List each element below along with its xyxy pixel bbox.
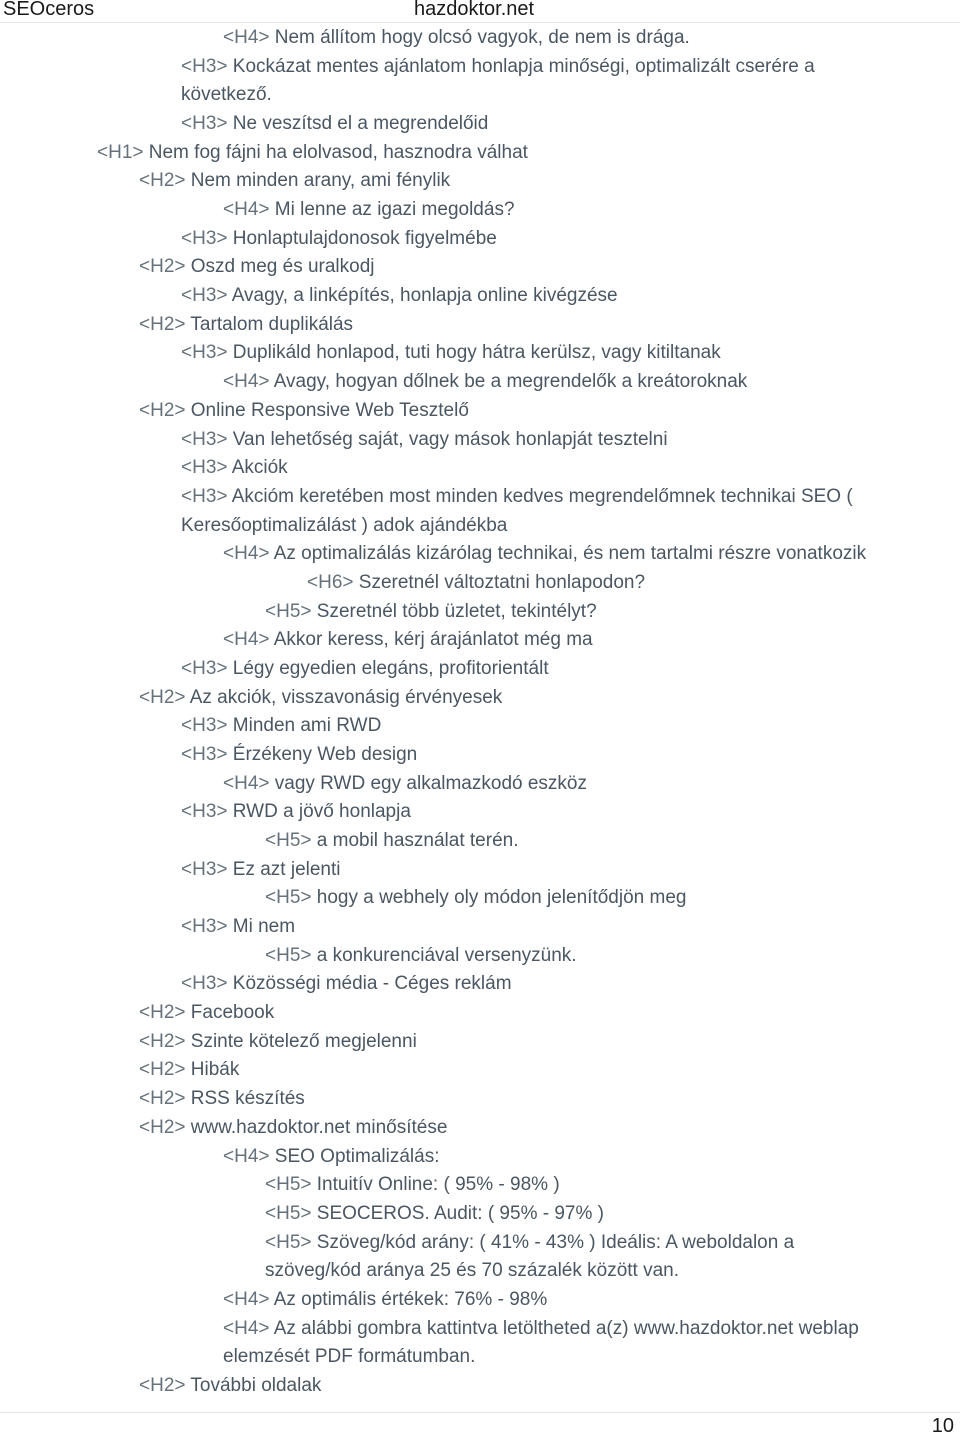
heading-level-tag: <H4> xyxy=(223,1318,270,1339)
outline-line xyxy=(265,829,519,853)
heading-text: Facebook xyxy=(190,1002,275,1023)
heading-level-tag: <H3> xyxy=(181,744,228,765)
outline-line xyxy=(139,399,469,423)
heading-text: Van lehetőség saját, vagy mások honlapját tesztelni xyxy=(232,429,668,450)
heading-text: Oszd meg és uralkodj xyxy=(190,256,375,277)
heading-level-tag: <H5> xyxy=(265,1203,312,1224)
outline-line xyxy=(223,1345,475,1369)
heading-level-tag: <H5> xyxy=(265,887,312,908)
heading-text: következő. xyxy=(181,84,272,105)
outline-line xyxy=(97,141,528,165)
outline-line xyxy=(139,169,450,193)
heading-level-tag: <H2> xyxy=(139,170,186,191)
heading-text: Nem állítom hogy olcsó vagyok, de nem is drága. xyxy=(274,27,690,48)
heading-text: RWD a jövő honlapja xyxy=(232,801,411,822)
heading-level-tag: <H4> xyxy=(223,1146,270,1167)
heading-text: Mi lenne az igazi megoldás? xyxy=(274,199,515,220)
heading-text: a konkurenciával versenyzünk. xyxy=(316,945,577,966)
heading-level-tag: <H5> xyxy=(265,830,312,851)
heading-level-tag: <H4> xyxy=(223,199,270,220)
heading-text: SEO Optimalizálás: xyxy=(274,1146,440,1167)
heading-level-tag: <H3> xyxy=(181,285,228,306)
heading-text: Az optimalizálás kizárólag technikai, és nem tartalmi részre vonatkozik xyxy=(273,543,867,564)
outline-line xyxy=(139,1374,321,1398)
heading-level-tag: <H3> xyxy=(181,486,228,507)
outline-line xyxy=(181,485,853,509)
header-site-name: SEOceros xyxy=(3,0,95,20)
outline-line xyxy=(181,514,507,538)
outline-line xyxy=(265,600,597,624)
heading-level-tag: <H2> xyxy=(139,1002,186,1023)
heading-level-tag: <H5> xyxy=(265,601,312,622)
heading-level-tag: <H4> xyxy=(223,773,270,794)
outline-line xyxy=(181,428,668,452)
heading-text: Online Responsive Web Tesztelő xyxy=(190,400,469,421)
outline-line xyxy=(265,1173,560,1197)
heading-text: Az akciók, visszavonásig érvényesek xyxy=(189,687,503,708)
heading-text: Légy egyedien elegáns, profitorientált xyxy=(232,658,549,679)
outline-line xyxy=(223,628,593,652)
outline-line xyxy=(139,313,353,337)
heading-text: Nem fog fájni ha elolvasod, hasznodra válhat xyxy=(148,142,528,163)
heading-text: További oldalak xyxy=(190,1375,322,1396)
heading-text: Szöveg/kód arány: ( 41% - 43% ) Ideális: A weboldalon a xyxy=(316,1232,795,1253)
heading-level-tag: <H5> xyxy=(265,945,312,966)
heading-text: Duplikáld honlapod, tuti hogy hátra kerülsz, vagy kitiltanak xyxy=(232,342,721,363)
heading-level-tag: <H4> xyxy=(223,629,270,650)
heading-text: Az optimális értékek: 76% - 98% xyxy=(273,1289,548,1310)
heading-text: elemzését PDF formátumban. xyxy=(223,1346,476,1367)
outline-line xyxy=(307,571,645,595)
heading-text: Érzékeny Web design xyxy=(232,744,418,765)
heading-level-tag: <H5> xyxy=(265,1174,312,1195)
outline-line xyxy=(181,972,512,996)
outline-line xyxy=(223,198,515,222)
outline-line xyxy=(139,1058,239,1082)
heading-level-tag: <H3> xyxy=(181,342,228,363)
outline-line xyxy=(181,800,411,824)
heading-level-tag: <H3> xyxy=(181,56,228,77)
outline-line xyxy=(181,714,381,738)
heading-level-tag: <H3> xyxy=(181,973,228,994)
heading-level-tag: <H3> xyxy=(181,658,228,679)
heading-level-tag: <H3> xyxy=(181,113,228,134)
heading-text: hogy a webhely oly módon jelenítődjön meg xyxy=(316,887,687,908)
outline-line xyxy=(139,1001,274,1025)
heading-level-tag: <H4> xyxy=(223,1289,270,1310)
heading-text: Szeretnél változtatni honlapodon? xyxy=(358,572,646,593)
heading-text: vagy RWD egy alkalmazkodó eszköz xyxy=(274,773,587,794)
outline-line xyxy=(265,1231,794,1255)
heading-level-tag: <H1> xyxy=(97,142,144,163)
outline-line xyxy=(223,26,690,50)
heading-text: Avagy, hogyan dőlnek be a megrendelők a kreátoroknak xyxy=(273,371,748,392)
heading-level-tag: <H3> xyxy=(181,429,228,450)
outline-line xyxy=(181,284,618,308)
heading-text: szöveg/kód aránya 25 és 70 százalék között van. xyxy=(265,1260,680,1281)
heading-level-tag: <H4> xyxy=(223,371,270,392)
heading-level-tag: <H3> xyxy=(181,228,228,249)
outline-line xyxy=(181,227,497,251)
heading-text: Tartalom duplikálás xyxy=(190,314,354,335)
outline-line xyxy=(265,944,577,968)
page-footer-rule xyxy=(0,1412,960,1413)
heading-level-tag: <H3> xyxy=(181,715,228,736)
heading-text: Ne veszítsd el a megrendelőid xyxy=(232,113,489,134)
heading-text: Mi nem xyxy=(232,916,296,937)
heading-text: www.hazdoktor.net minősítése xyxy=(190,1117,448,1138)
outline-line xyxy=(223,772,587,796)
outline-line xyxy=(181,858,341,882)
outline-line xyxy=(223,370,747,394)
heading-level-tag: <H2> xyxy=(139,1031,186,1052)
heading-level-tag: <H2> xyxy=(139,314,186,335)
heading-level-tag: <H2> xyxy=(139,1059,186,1080)
heading-text: Intuitív Online: ( 95% - 98% ) xyxy=(316,1174,560,1195)
heading-text: Akkor keress, kérj árajánlatot még ma xyxy=(273,629,593,650)
outline-line xyxy=(181,55,815,79)
heading-text: Ez azt jelenti xyxy=(232,859,341,880)
outline-line xyxy=(223,1317,859,1341)
heading-level-tag: <H2> xyxy=(139,256,186,277)
heading-text: SEOCEROS. Audit: ( 95% - 97% ) xyxy=(316,1203,604,1224)
page-number: 10 xyxy=(931,1415,954,1437)
outline-line xyxy=(181,83,272,107)
outline-line xyxy=(139,1116,447,1140)
heading-level-tag: <H4> xyxy=(223,27,270,48)
outline-line xyxy=(181,657,549,681)
page-header xyxy=(0,0,960,23)
heading-level-tag: <H4> xyxy=(223,543,270,564)
heading-text: a mobil használat terén. xyxy=(316,830,519,851)
heading-level-tag: <H3> xyxy=(181,457,228,478)
heading-text: Kockázat mentes ajánlatom honlapja minőségi, optimalizált cserére a xyxy=(232,56,815,77)
heading-text: Avagy, a linképítés, honlapja online kivégzése xyxy=(231,285,618,306)
heading-level-tag: <H3> xyxy=(181,916,228,937)
heading-level-tag: <H3> xyxy=(181,859,228,880)
heading-level-tag: <H2> xyxy=(139,400,186,421)
heading-text: Keresőoptimalizálást ) adok ajándékba xyxy=(181,515,508,536)
heading-text: Szeretnél több üzletet, tekintélyt? xyxy=(316,601,597,622)
heading-text: Nem minden arany, ami fénylik xyxy=(190,170,451,191)
heading-level-tag: <H5> xyxy=(265,1232,312,1253)
outline-line xyxy=(181,915,295,939)
heading-level-tag: <H2> xyxy=(139,1375,186,1396)
outline-line xyxy=(139,1030,417,1054)
heading-text: RSS készítés xyxy=(190,1088,305,1109)
outline-line xyxy=(265,1259,679,1283)
heading-text: Hibák xyxy=(190,1059,240,1080)
heading-text: Akciók xyxy=(231,457,288,478)
heading-level-tag: <H2> xyxy=(139,1117,186,1138)
heading-level-tag: <H3> xyxy=(181,801,228,822)
outline-line xyxy=(139,255,375,279)
outline-line xyxy=(265,886,686,910)
outline-line xyxy=(181,743,417,767)
outline-line xyxy=(265,1202,604,1226)
header-domain: hazdoktor.net xyxy=(414,0,535,20)
outline-line xyxy=(181,456,288,480)
outline-line xyxy=(223,1288,547,1312)
heading-text: Az alábbi gombra kattintva letöltheted a(z) www.hazdoktor.net weblap xyxy=(273,1318,859,1339)
heading-text: Szinte kötelező megjelenni xyxy=(190,1031,417,1052)
outline-line xyxy=(139,1087,305,1111)
heading-level-tag: <H2> xyxy=(139,687,186,708)
outline-line xyxy=(223,542,866,566)
heading-text: Közösségi média - Céges reklám xyxy=(232,973,512,994)
outline-line xyxy=(181,341,721,365)
heading-text: Akcióm keretében most minden kedves megrendelőmnek technikai SEO ( xyxy=(231,486,853,507)
outline-line xyxy=(223,1145,440,1169)
heading-text: Minden ami RWD xyxy=(232,715,382,736)
heading-text: Honlaptulajdonosok figyelmébe xyxy=(232,228,497,249)
outline-line xyxy=(139,686,502,710)
heading-level-tag: <H6> xyxy=(307,572,354,593)
outline-line xyxy=(181,112,488,136)
heading-level-tag: <H2> xyxy=(139,1088,186,1109)
